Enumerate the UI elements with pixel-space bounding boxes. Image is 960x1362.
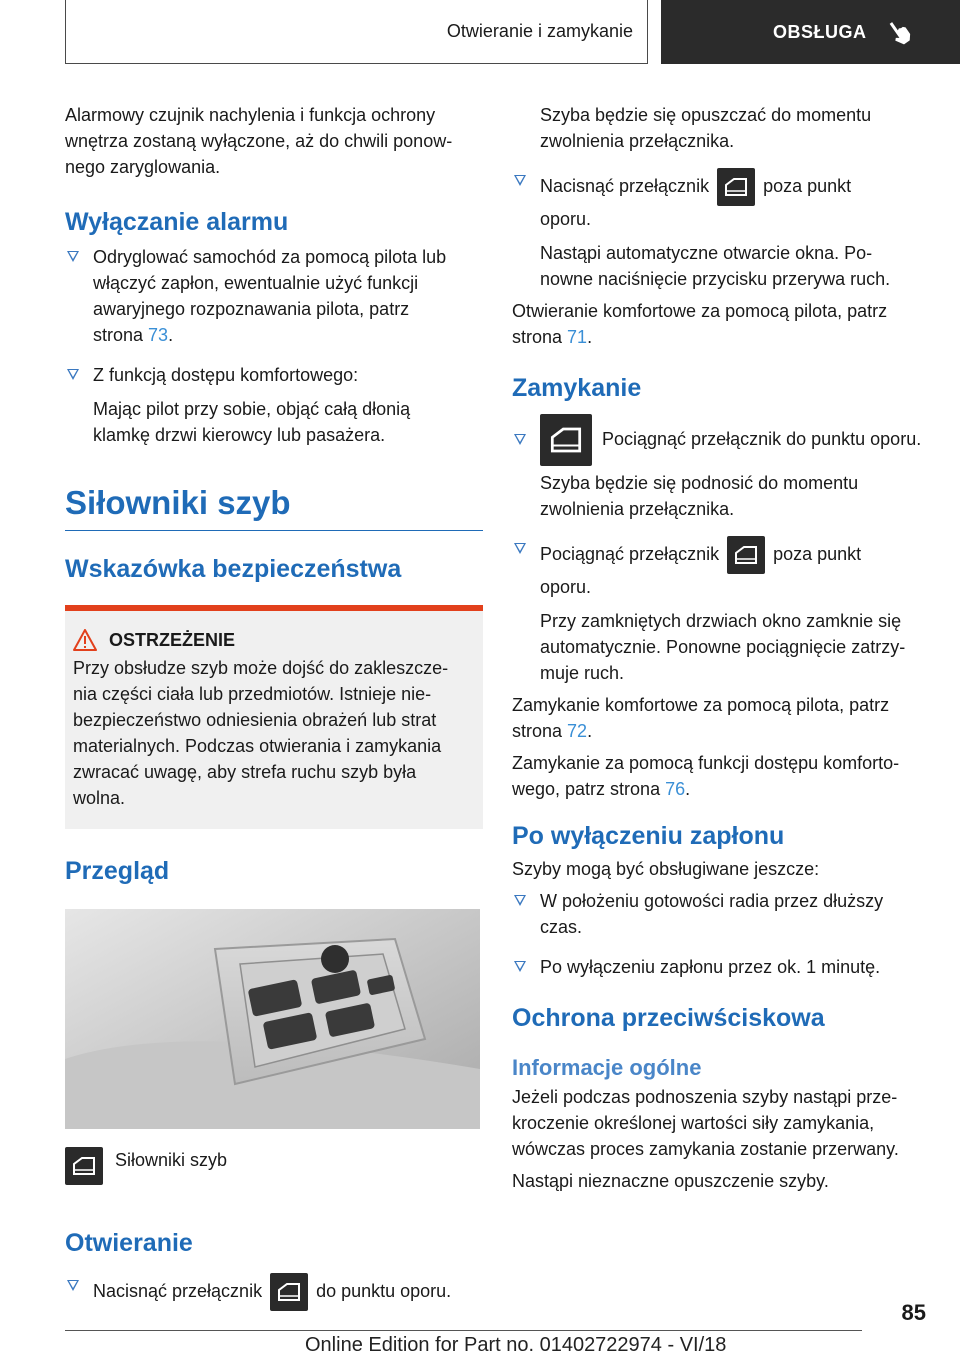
list-item: [512, 168, 932, 292]
hand-pointer-icon: [887, 18, 911, 46]
heading-safety: Wskazówka bezpieczeństwa: [65, 555, 402, 583]
heading-after-ignition: Po wyłączeniu zapłonu: [512, 822, 785, 850]
door-panel-illustration: [65, 909, 480, 1129]
text-span: .: [587, 327, 593, 347]
bullet-triangle-icon: [514, 434, 526, 445]
window-switch-photo: [65, 909, 480, 1129]
bullet-triangle-icon: [67, 251, 79, 262]
text-line: Szyba będzie się opuszczać do momentu: [540, 105, 872, 125]
bullet-triangle-icon: [514, 175, 526, 186]
heading-general-info: Informacje ogólne: [512, 1055, 702, 1080]
text-span: strona: [512, 327, 568, 347]
list-item: [65, 1273, 483, 1311]
text-span: strona: [512, 721, 568, 741]
text-line: czas.: [540, 917, 583, 937]
edition-text: Online Edition for Part no. 01402722974 - VI/18: [305, 1334, 727, 1356]
text-line: kroczenie określonej wartości siły zamykania,: [512, 1113, 875, 1133]
text-span: poza punkt: [763, 175, 852, 196]
text-span: .: [168, 325, 174, 345]
warning-header: [73, 629, 475, 651]
text-line: zwracać uwagę, aby strefa ruchu szyb była: [73, 762, 417, 782]
list-item: [512, 414, 932, 522]
list-item: [65, 244, 483, 348]
header-chapter-box: [661, 0, 960, 64]
list-item: [512, 888, 932, 940]
text-line: [93, 322, 483, 348]
text-span: .: [685, 779, 691, 799]
list-item: [65, 362, 483, 448]
text-line: Po wyłączeniu zapłonu przez ok. 1 minutę.: [540, 957, 881, 977]
heading-anti-pinch: Ochrona przeciwściskowa: [512, 1004, 825, 1032]
caption-text: Siłowniki szyb: [115, 1150, 228, 1170]
text-line: Mając pilot przy sobie, objąć całą dłonią: [93, 399, 411, 419]
text-line: klamkę drzwi kierowcy lub pasażera.: [93, 425, 386, 445]
text-line: [540, 536, 932, 574]
text-line: Zamykanie komfortowe za pomocą pilota, patrz: [512, 695, 890, 715]
text-line: awaryjnego rozpoznawania pilota, patrz: [93, 299, 410, 319]
window-switch-icon: [717, 168, 755, 206]
text-line: automatycznie. Ponowne pociągnięcie zatrzy-: [540, 637, 906, 657]
text-span: strona: [93, 325, 149, 345]
window-switch-icon: [65, 1147, 103, 1185]
text-line: [540, 414, 932, 466]
right-column: [512, 102, 932, 1194]
window-switch-icon: [727, 536, 765, 574]
page-link-72[interactable]: 72: [567, 721, 588, 741]
text-line: zwolnienia przełącznika.: [540, 131, 735, 151]
text-line: W położeniu gotowości radia przez dłuższy: [540, 891, 884, 911]
text-line: [540, 168, 932, 206]
text-line: [512, 776, 932, 802]
text-line: Szyba będzie się podnosić do momentu: [540, 473, 859, 493]
text-line: materialnych. Podczas otwierania i zamykania: [73, 736, 442, 756]
text-line: wolna.: [73, 788, 126, 808]
text-line: nowne naciśnięcie przycisku przerywa ruch.: [540, 269, 891, 289]
text-line: Odryglować samochód za pomocą pilota lub: [93, 247, 447, 267]
text-line: Jeżeli podczas podnoszenia szyby nastąpi prze-: [512, 1087, 898, 1107]
text-line: Nastąpi nieznaczne opuszczenie szyby.: [512, 1171, 829, 1191]
left-column: [65, 102, 483, 1311]
heading-disable-alarm: Wyłączanie alarmu: [65, 208, 289, 236]
text-span: wego, patrz strona: [512, 779, 666, 799]
bullet-triangle-icon: [67, 1280, 79, 1291]
window-switch-icon: [540, 414, 592, 466]
text-span: do punktu oporu.: [316, 1280, 452, 1301]
header-chapter-title: OBSŁUGA: [773, 21, 867, 42]
list-item: [512, 954, 932, 980]
indented-paragraph: [512, 102, 932, 154]
text-line: Przy obsłudze szyb może dojść do zakleszcze-: [73, 658, 449, 678]
text-span: Pociągnąć przełącznik: [540, 543, 720, 564]
footer-rule: [65, 1330, 862, 1331]
text-line: [93, 1273, 483, 1311]
text-line: zwolnienia przełącznika.: [540, 499, 735, 519]
intro-line: Alarmowy czujnik nachylenia i funkcja ochrony: [65, 105, 436, 125]
text-span: Pociągnąć przełącznik do punktu oporu.: [602, 428, 922, 449]
heading-overview: Przegląd: [65, 857, 170, 885]
intro-line: nego zaryglowania.: [65, 157, 221, 177]
page-link-71[interactable]: 71: [567, 327, 588, 347]
heading-rule: [65, 530, 483, 531]
text-line: muje ruch.: [540, 663, 625, 683]
intro-line: wnętrza zostaną wyłączone, aż do chwili ponow-: [65, 131, 453, 151]
bullet-triangle-icon: [514, 895, 526, 906]
warning-box: [65, 605, 483, 829]
heading-opening: Otwieranie: [65, 1229, 193, 1257]
text-span: .: [587, 721, 593, 741]
text-line: Zamykanie za pomocą funkcji dostępu komforto-: [512, 753, 900, 773]
page-number: 85: [901, 1300, 926, 1325]
header-section-title: Otwieranie i zamykanie: [446, 21, 633, 41]
text-line: Szyby mogą być obsługiwane jeszcze:: [512, 859, 820, 879]
text-span: Nacisnąć przełącznik: [540, 175, 710, 196]
list-item: [512, 536, 932, 686]
caption-row: [65, 1147, 483, 1185]
header-section-box: [65, 0, 648, 64]
text-line: [512, 324, 932, 350]
bullet-triangle-icon: [514, 961, 526, 972]
text-line: Przy zamkniętych drzwiach okno zamknie się: [540, 611, 902, 631]
page-link-73[interactable]: 73: [148, 325, 169, 345]
text-line: [512, 718, 932, 744]
text-line: nia części ciała lub przedmiotów. Istnieje nie-: [73, 684, 432, 704]
text-span: poza punkt: [773, 543, 862, 564]
heading-window-lifts: Siłowniki szyb: [65, 484, 291, 521]
window-switch-icon: [270, 1273, 308, 1311]
text-line: bezpieczeństwo odniesienia obrażeń lub strat: [73, 710, 437, 730]
text-line: oporu.: [540, 577, 592, 597]
page-link-76[interactable]: 76: [665, 779, 686, 799]
text-line: oporu.: [540, 209, 592, 229]
warning-triangle-icon: [73, 629, 97, 651]
text-line: włączyć zapłon, ewentualnie użyć funkcji: [93, 273, 419, 293]
bullet-triangle-icon: [67, 369, 79, 380]
bullet-triangle-icon: [514, 543, 526, 554]
edition-note: [305, 1334, 726, 1357]
text-line: wówczas proces zamykania zostanie przerwany.: [512, 1139, 899, 1159]
heading-closing: Zamykanie: [512, 374, 642, 402]
text-line: Otwieranie komfortowe za pomocą pilota, patrz: [512, 301, 888, 321]
warning-title: OSTRZEŻENIE: [109, 629, 236, 650]
text-line: Z funkcją dostępu komfortowego:: [93, 365, 359, 385]
text-span: Nacisnąć przełącznik: [93, 1280, 263, 1301]
text-line: Nastąpi automatyczne otwarcie okna. Po-: [540, 243, 873, 263]
